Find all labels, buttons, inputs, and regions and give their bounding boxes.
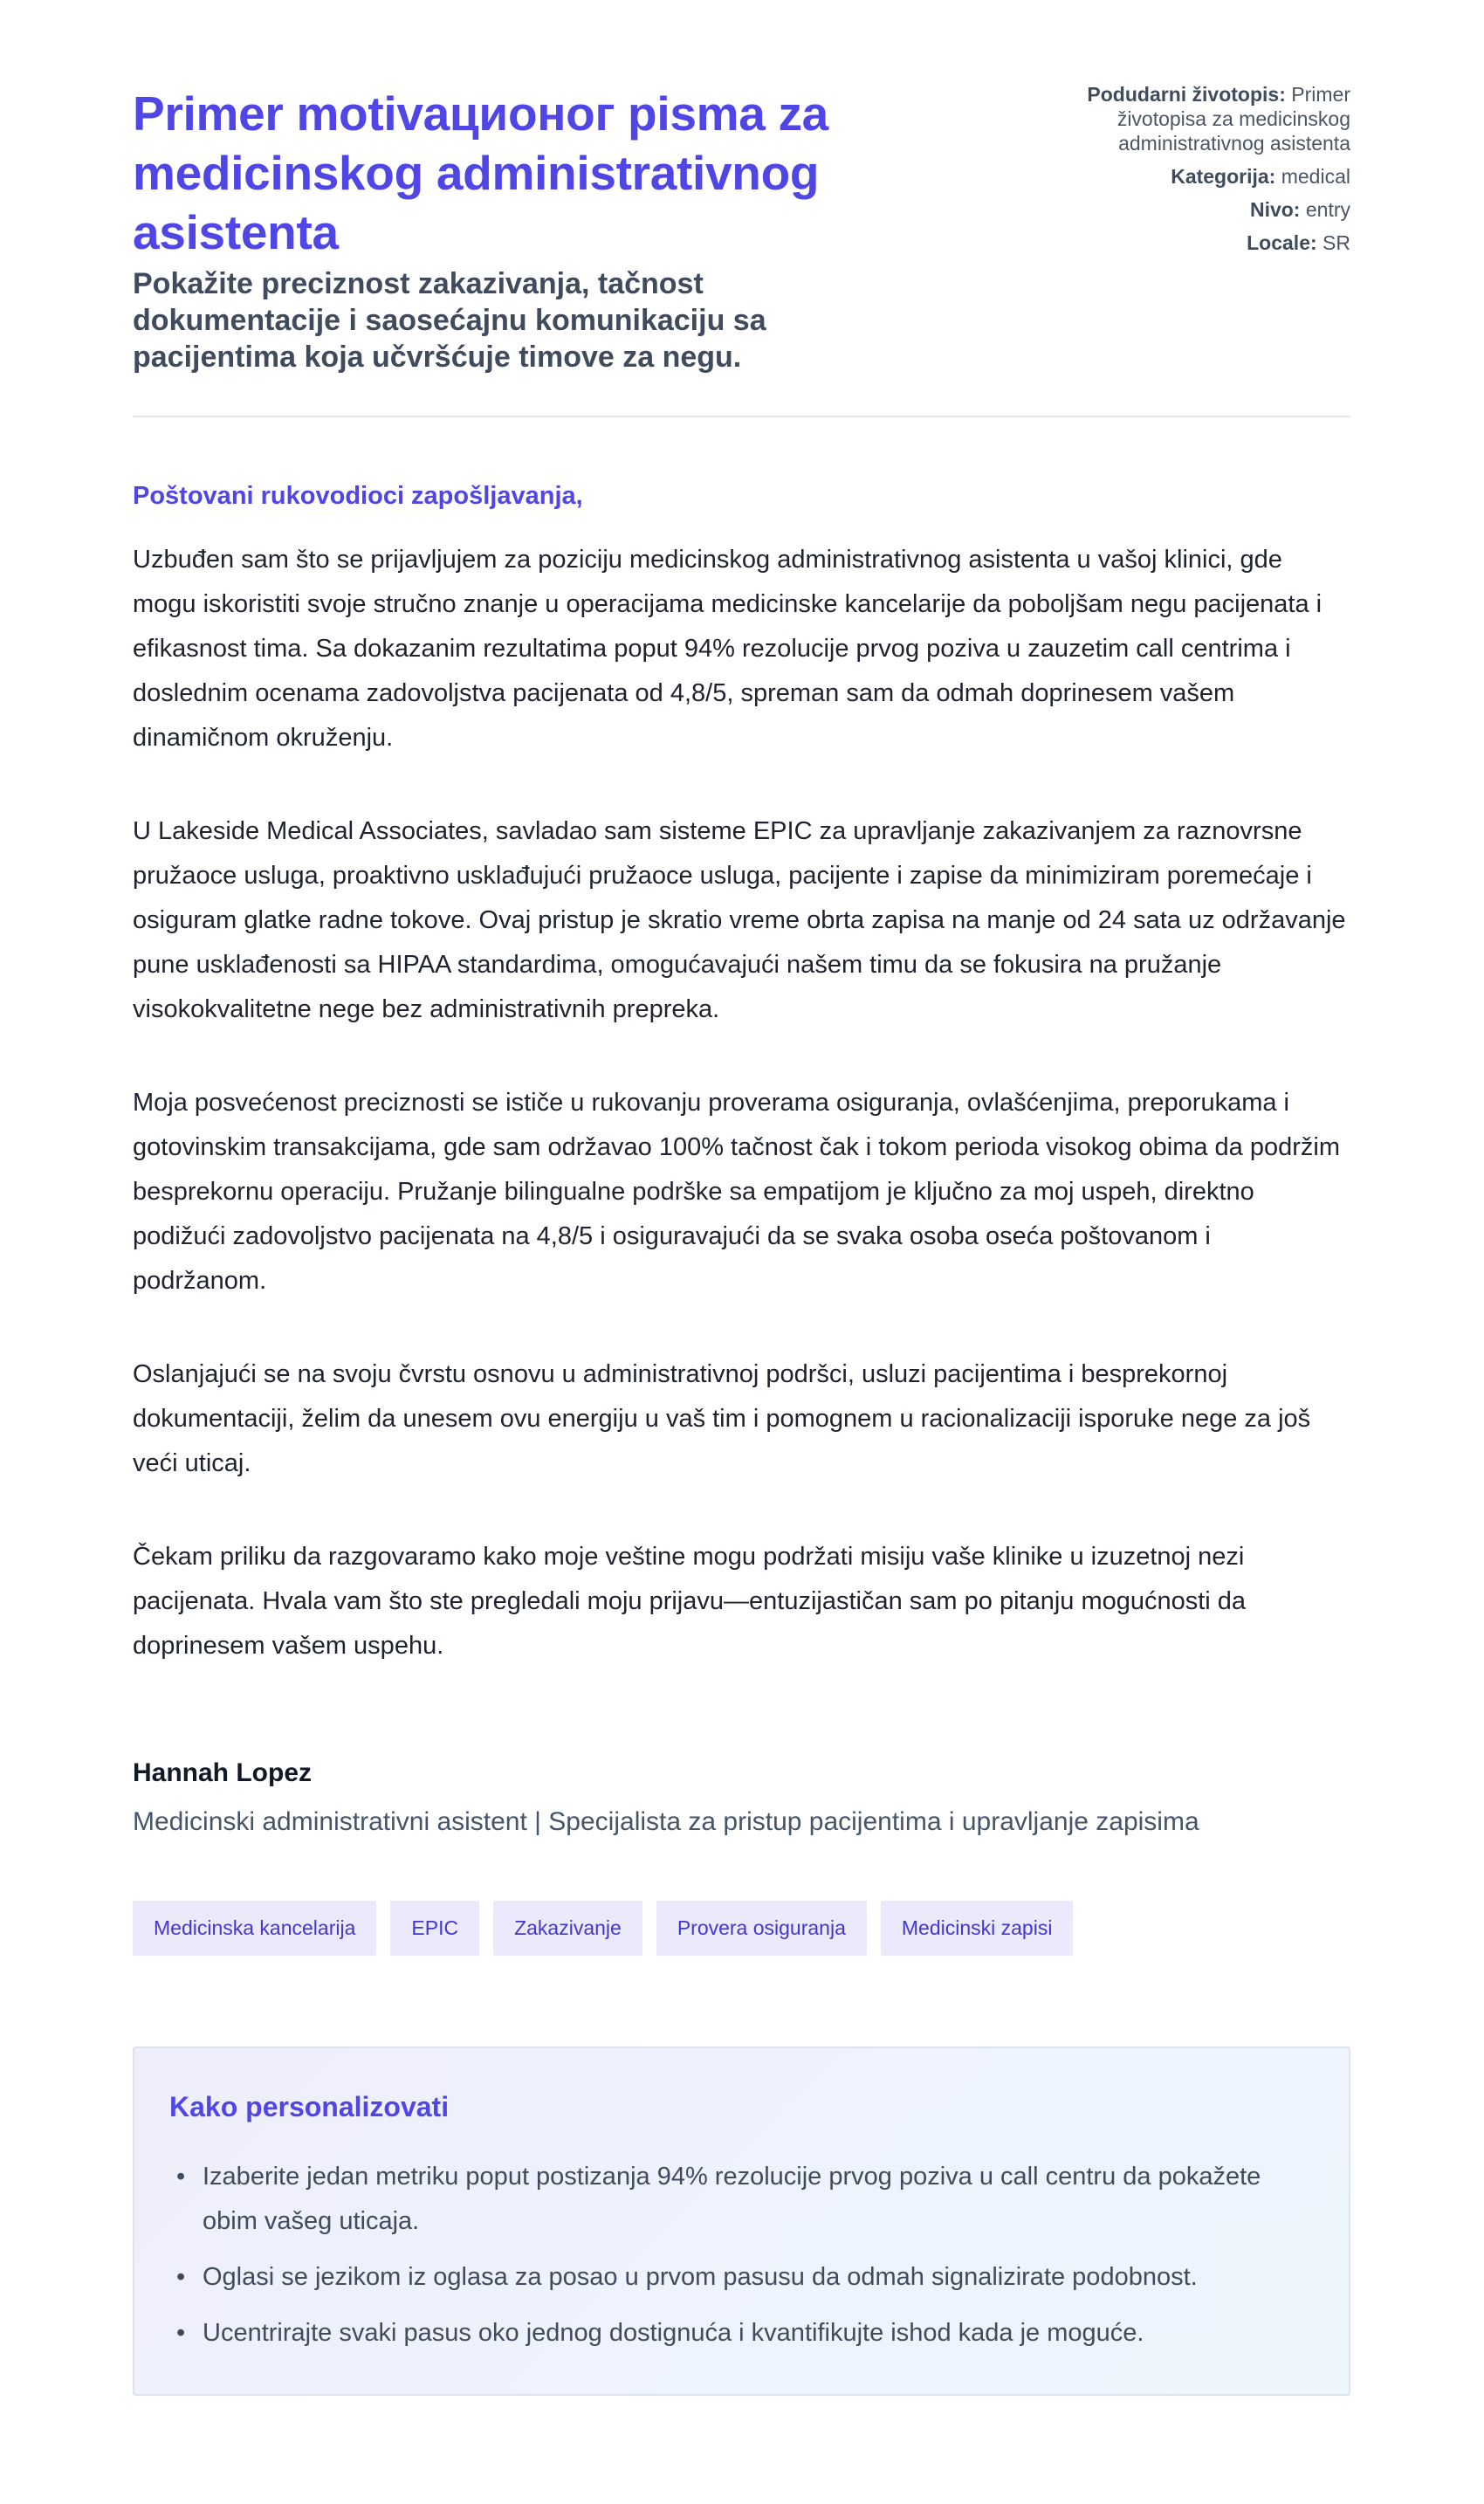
meta-matched-resume xyxy=(1001,82,1350,155)
skill-tag[interactable]: EPIC xyxy=(390,1901,479,1956)
bullet-icon: • xyxy=(176,2163,186,2191)
letter-body xyxy=(133,417,1350,1840)
meta-level-value: entry xyxy=(1305,198,1350,221)
skill-tags xyxy=(133,1901,1350,1956)
personalization-tips-box xyxy=(133,2047,1350,2396)
skill-tag[interactable]: Medicinska kancelarija xyxy=(133,1901,376,1956)
bullet-icon: • xyxy=(176,2319,186,2347)
skill-tag[interactable]: Medicinski zapisi xyxy=(881,1901,1074,1956)
meta-category-value: medical xyxy=(1281,165,1350,188)
meta-category-label: Kategorija: xyxy=(1171,165,1276,188)
skill-tag[interactable]: Provera osiguranja xyxy=(656,1901,867,1956)
signature-name: Hannah Lopez xyxy=(133,1758,313,1787)
tip-text: Ucentrirajte svaki pasus oko jednog dostignuća i kvantifikujte ishod kada je moguće. xyxy=(203,2319,1144,2347)
tip-item xyxy=(176,2311,1314,2356)
letter-paragraph: Čekam priliku da razgovaramo kako moje veštine mogu podržati misiju vaše klinike u izuzetnoj nezi pacijenata. Hvala vam što ste pregledali moju prijavu—entuzijastičan sam po pitanju mogućnosti da doprinesem vašem uspehu. xyxy=(133,1543,1247,1660)
tips-list xyxy=(169,2155,1314,2356)
meta-locale-value: SR xyxy=(1323,231,1350,254)
tip-text: Oglasi se jezikom iz oglasa za posao u prvom pasusu da odmah signalizirate podobnost. xyxy=(203,2263,1198,2291)
header-left xyxy=(133,84,901,375)
meta-category xyxy=(1001,164,1350,189)
page-subtitle: Pokažite preciznost zakazivanja, tačnost dokumentacije i saosećajnu komunikaciju sa pacijentima koja učvršćuje timove za negu. xyxy=(133,267,766,374)
meta-matched-resume-label: Podudarni životopis: xyxy=(1087,83,1286,106)
letter-paragraph: Moja posvećenost preciznosti se ističe u rukovanju proverama osiguranja, ovlašćenjima, preporukama i gotovinskim transakcijama, gde sam održavao 100% tačnost čak i tokom perioda visokog obima da podržim besprekornu operaciju. Pružanje bilingualne podrške sa empatijom je ključno za moj uspeh, direktno podižući zadovoljstvo pacijenata na 4,8/5 i osiguravajući da se svaka osoba oseća poštovanom i podržanom. xyxy=(133,1089,1341,1295)
meta-level xyxy=(1001,197,1350,222)
skill-tag[interactable]: Zakazivanje xyxy=(493,1901,642,1956)
tip-item xyxy=(176,2255,1314,2300)
meta-level-label: Nivo: xyxy=(1249,198,1301,221)
letter-paragraph: Oslanjajući se na svoju čvrstu osnovu u administrativnoj podršci, usluzi pacijentima i besprekornoj dokumentaciji, želim da unesem ovu energiju u vaš tim i pomognem u racionalizaciji isporuke nege za još veći uticaj. xyxy=(133,1360,1311,1477)
meta-locale xyxy=(1001,230,1350,255)
page-header xyxy=(133,84,1350,417)
metadata-panel xyxy=(1001,82,1350,264)
tip-item xyxy=(176,2155,1314,2244)
salutation: Poštovani rukovodioci zapošljavanja, xyxy=(133,482,583,510)
signature-title: Medicinski administrativni asistent | Specijalista za pristup pacijentima i upravljanje zapisima xyxy=(133,1807,1199,1836)
meta-matched-resume-value: Primer životopisa za medicinskog administrativnog asistenta xyxy=(1116,83,1350,155)
letter-paragraph: Uzbuđen sam što se prijavljujem za poziciju medicinskog administrativnog asistenta u vašoj klinici, gde mogu iskoristiti svoje stručno znanje u operacijama medicinske kancelarije da poboljšam negu pacijenata i efikasnost tima. Sa dokazanim rezultatima poput 94% rezolucije prvog poziva u zauzetim call centrima i doslednim ocenama zadovoljstva pacijenata od 4,8/5, spreman sam da odmah doprinesem vašem dinamičnom okruženju. xyxy=(133,546,1323,752)
page-title: Primer motivaционог pisma za medicinskog administrativnog asistenta xyxy=(133,86,828,259)
cover-letter-page xyxy=(133,0,1350,2396)
signature-block xyxy=(133,1756,1350,1840)
bullet-icon: • xyxy=(176,2263,186,2291)
meta-locale-label: Locale: xyxy=(1247,231,1317,254)
tips-title: Kako personalizovati xyxy=(169,2091,450,2122)
letter-paragraph: U Lakeside Medical Associates, savladao sam sisteme EPIC za upravljanje zakazivanjem za raznovrsne pružaoce usluga, proaktivno usklađujući pružaoce usluga, pacijente i zapise da minimiziram poremećaje i osiguram glatke radne tokove. Ovaj pristup je skratio vreme obrta zapisa na manje od 24 sata uz održavanje pune usklađenosti sa HIPAA standardima, omogućavajući našem timu da se fokusira na pružanje visokokvalitetne nege bez administrativnih prepreka. xyxy=(133,817,1346,1023)
tip-text: Izaberite jedan metriku poput postizanja 94% rezolucije prvog poziva u call centru da pokažete obim vašeg uticaja. xyxy=(203,2163,1261,2235)
